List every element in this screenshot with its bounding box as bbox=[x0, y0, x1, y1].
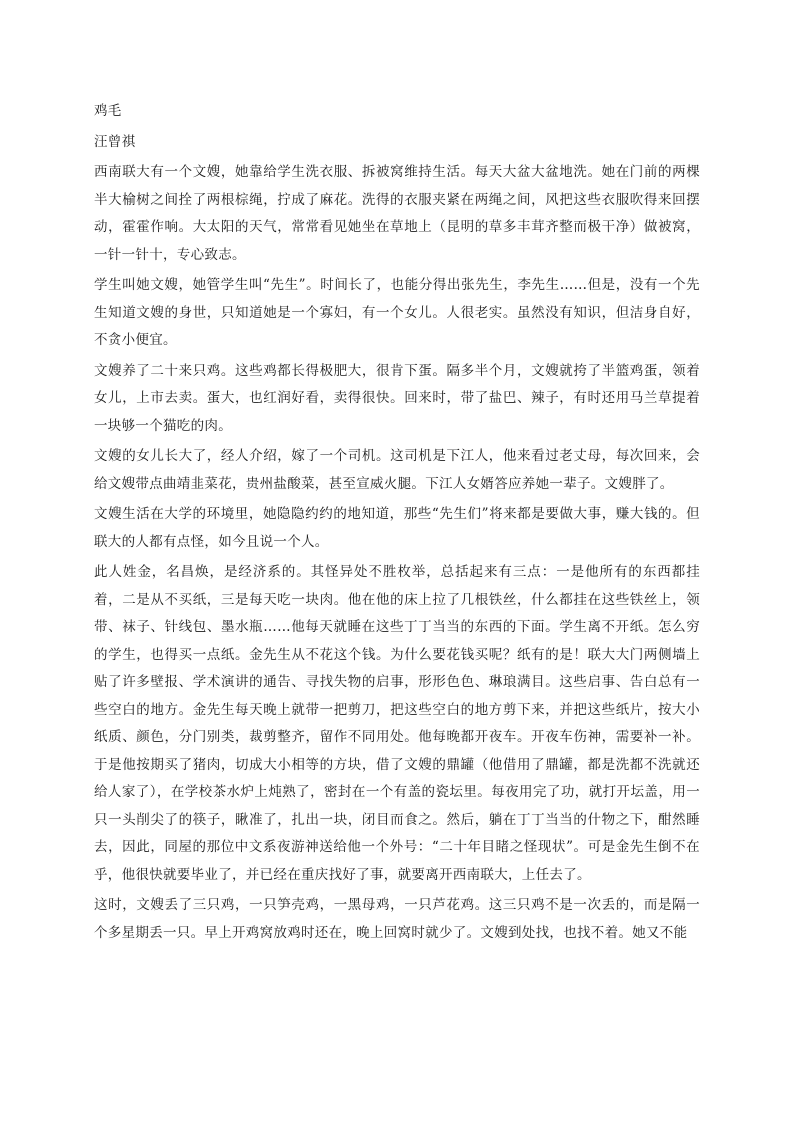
paragraph: 这时，文嫂丢了三只鸡，一只笋壳鸡，一黑母鸡，一只芦花鸡。这三只鸡不是一次丢的，而是隔一个多星期丢一只。早上开鸡窝放鸡时还在，晚上回窝时就少了。文嫂到处找，也找不着。她又不能 bbox=[94, 897, 700, 941]
paragraph: 西南联大有一个文嫂，她靠给学生洗衣服、拆被窝维持生活。每天大盆大盆地洗。她在门前的两棵半大榆树之间拴了两根棕绳，拧成了麻花。洗得的衣服夹紧在两绳之间，风把这些衣服吹得来回摆动，霍霍作响。大太阳的天气，常常看见她坐在草地上（昆明的草多丰茸齐整而极干净）做被窝，一针一针十，专心致志。 bbox=[94, 164, 700, 263]
paragraph: 文嫂的女儿长大了，经人介绍，嫁了一个司机。这司机是下江人，他来看过老丈母，每次回来，会给文嫂带点曲靖韭菜花，贵州盐酸菜，甚至宣威火腿。下江人女婿答应养她一辈子。文嫂胖了。 bbox=[94, 448, 700, 492]
paragraph: 文嫂养了二十来只鸡。这些鸡都长得极肥大，很肯下蛋。隔多半个月，文嫂就挎了半篮鸡蛋，领着女儿，上市去卖。蛋大，也红润好看，卖得很快。回来时，带了盐巴、辣子，有时还用马兰草提着一块够一个猫吃的肉。 bbox=[94, 362, 700, 434]
paragraph: 此人姓金，名昌焕，是经济系的。其怪异处不胜枚举，总括起来有三点：一是他所有的东西都挂着，二是从不买纸，三是每天吃一块肉。他在他的床上拉了几根铁丝，什么都挂在这些铁丝上，领带、袜子、针线包、墨水瓶……他每天就睡在这些丁丁当当的东西的下面。学生离不开纸。怎么穷的学生，也得买一点纸。金先生从不花这个钱。为什么要花钱买呢？纸有的是！联大大门两侧墙上贴了许多壁报、学术演讲的通告、寻找失物的启事，形形色色、琳琅满目。这些启事、告白总有一些空白的地方。金先生每天晚上就带一把剪刀，把这些空白的地方剪下来，并把这些纸片，按大小纸质、颜色，分门别类，裁剪整齐，留作不同用处。他每晚都开夜车。开夜车伤神，需要补一补。于是他按期买了猪肉，切成大小相等的方块，借了文嫂的鼎罐（他借用了鼎罐，都是洗都不洗就还给人家了），在学校茶水炉上炖熟了，密封在一个有盖的瓷坛里。每夜用完了功，就打开坛盖，用一只一头削尖了的筷子，瞅准了，扎出一块，闭目而食之。然后，躺在丁丁当当的什物之下，酣然睡去，因此，同屋的那位中文系夜游神送给他一个外号：“二十年目睹之怪现状”。可是金先生倒不在乎，他很快就要毕业了，并已经在重庆找好了事，就要离开西南联大，上任去了。 bbox=[94, 564, 700, 883]
article-body bbox=[94, 98, 700, 950]
paragraph: 学生叫她文嫂，她管学生叫“先生”。时间长了，也能分得出张先生，李先生……但是，没有一个先生知道文嫂的身世，只知道她是一个寡妇，有一个女儿。人很老实。虽然没有知识，但洁身自好，不贪小便宜。 bbox=[94, 277, 700, 348]
paragraph: 文嫂生活在大学的环境里，她隐隐约约的地知道，那些“先生们”将来都是要做大事，赚大钱的。但联大的人都有点怪，如今且说一个人。 bbox=[94, 506, 700, 550]
article-title: 鸡毛 bbox=[94, 103, 122, 119]
article-author: 汪曾祺 bbox=[94, 133, 136, 150]
